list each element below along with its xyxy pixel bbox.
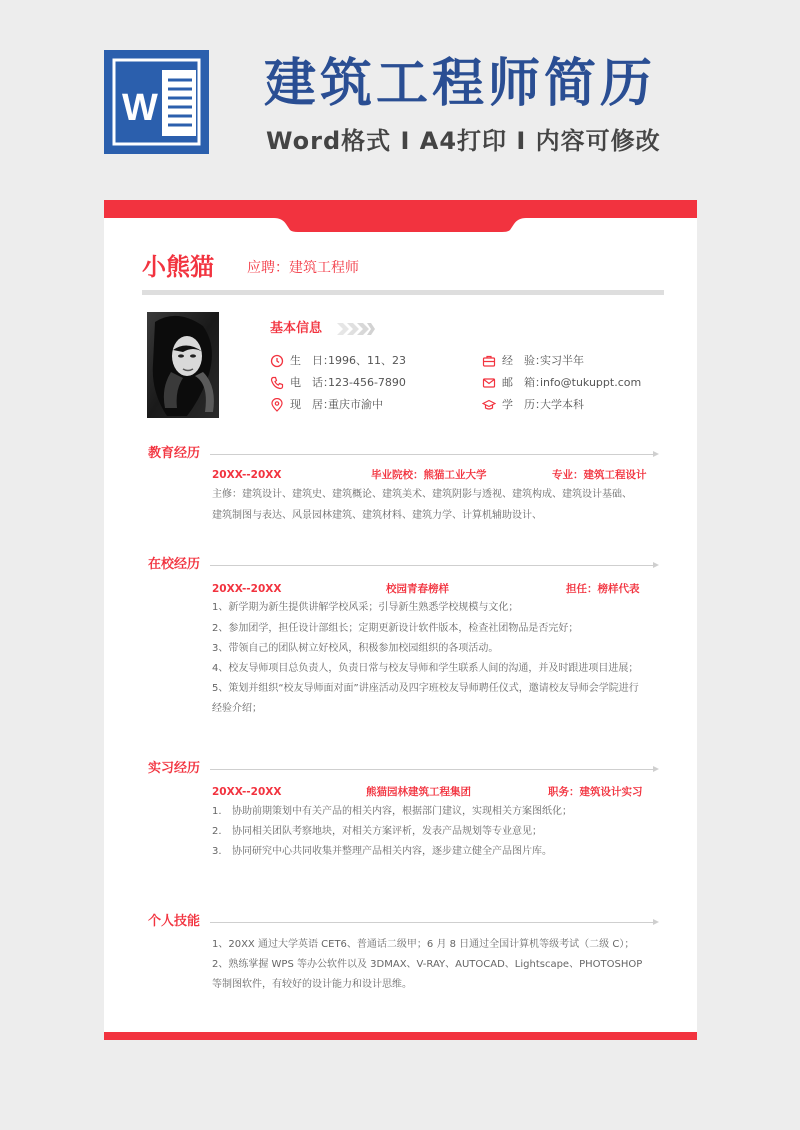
info-value: 实习半年 [540, 354, 584, 367]
internship-text: 协助前期策划中有关产品的相关内容，根据部门建议，实现相关方案图纸化； [232, 806, 572, 817]
list-number: 1. [212, 806, 222, 817]
candidate-name: 小熊猫 [142, 253, 214, 281]
section-divider [210, 454, 654, 455]
campus-period: 20XX--20XX [212, 583, 282, 595]
bottom-accent-bar [104, 1032, 697, 1040]
campus-line: 2、参加团学，担任设计部组长；定期更新设计软件版本，检查社团物品是否完好； [212, 623, 579, 634]
info-label: 邮 箱： [502, 376, 546, 389]
info-value: 重庆市渝中 [328, 398, 383, 411]
info-email [482, 374, 682, 392]
divider-arrow-icon [653, 562, 659, 568]
info-birthday [270, 352, 470, 370]
campus-line: 3、带领自己的团队树立好校风，积极参加校园组织的各项活动。 [212, 643, 499, 654]
info-label: 学 历： [502, 398, 546, 411]
info-label: 电 话： [290, 376, 334, 389]
skills-line: 2、熟练掌握 WPS 等办公软件以及 3DMAX、V-RAY、AUTOCAD、Lightscape、PHOTOSHOP [212, 959, 643, 970]
internship-line [212, 822, 542, 842]
basic-info-title: 基本信息 [270, 321, 323, 336]
word-logo-letter: W [122, 87, 158, 129]
education-title: 教育经历 [148, 446, 201, 461]
info-value: info@tukuppt.com [540, 376, 642, 389]
info-experience [482, 352, 682, 370]
profile-photo [147, 312, 219, 418]
location-icon [270, 398, 284, 412]
skills-line: 等制图软件，有较好的设计能力和设计思维。 [212, 979, 412, 990]
internship-text: 协同研究中心共同收集并整理产品相关内容，逐步建立健全产品图片库。 [232, 846, 552, 857]
section-divider [210, 922, 654, 923]
phone-icon [270, 376, 284, 390]
banner-subtitle: Word格式 I A4打印 I 内容可修改 [266, 127, 661, 155]
info-label: 生 日： [290, 354, 334, 367]
internship-text: 协同相关团队考察地块，对相关方案评析，发表产品规划等专业意见； [232, 826, 542, 837]
mail-icon [482, 376, 496, 390]
list-number: 2. [212, 826, 222, 837]
campus-title: 在校经历 [148, 557, 201, 572]
education-major: 专业：建筑工程设计 [552, 469, 647, 481]
info-degree [482, 396, 682, 414]
info-label: 经 验： [502, 354, 546, 367]
internship-title: 实习经历 [148, 761, 201, 776]
internship-line [212, 802, 572, 822]
header-divider [142, 290, 664, 295]
campus-line: 1、新学期为新生提供讲解学校风采；引导新生熟悉学校规模与文化； [212, 602, 519, 613]
banner-title: 建筑工程师简历 [264, 54, 657, 114]
list-number: 3. [212, 846, 222, 857]
divider-arrow-icon [653, 919, 659, 925]
internship-company: 熊猫园林建筑工程集团 [366, 786, 471, 798]
campus-role: 担任：榜样代表 [566, 583, 640, 595]
calendar-icon [270, 354, 284, 368]
internship-period: 20XX--20XX [212, 786, 282, 798]
campus-org: 校园青春榜样 [386, 583, 449, 595]
chevrons-decoration-icon [336, 322, 376, 336]
skills-line: 1、20XX 通过大学英语 CET6、普通话二级甲；6 月 8 日通过全国计算机等级考试（二级 C）； [212, 939, 635, 950]
divider-arrow-icon [653, 766, 659, 772]
info-value: 大学本科 [540, 398, 584, 411]
info-value: 123-456-7890 [328, 376, 406, 389]
resume-paper [104, 200, 697, 1040]
applied-position: 应聘：建筑工程师 [247, 260, 359, 276]
section-divider [210, 769, 654, 770]
education-line: 建筑制图与表达、风景园林建筑、建筑材料、建筑力学、计算机辅助设计、 [212, 510, 542, 521]
campus-line: 经验介绍； [212, 703, 262, 714]
campus-line: 4、校友导师项目总负责人，负责日常与校友导师和学生联系人间的沟通，并及时跟进项目进展； [212, 663, 639, 674]
info-value: 1996、11、23 [328, 354, 406, 367]
top-accent-bar [104, 200, 697, 232]
education-line: 主修：建筑设计、建筑史、建筑概论、建筑美术、建筑阴影与透视、建筑构成、建筑设计基础、 [212, 489, 632, 500]
internship-line [212, 842, 552, 862]
divider-arrow-icon [653, 451, 659, 457]
graduation-cap-icon [482, 398, 496, 412]
info-label: 现 居： [290, 398, 334, 411]
section-divider [210, 565, 654, 566]
skills-title: 个人技能 [148, 914, 201, 929]
briefcase-icon [482, 354, 496, 368]
info-address [270, 396, 470, 414]
internship-position: 职务：建筑设计实习 [548, 786, 643, 798]
education-school: 毕业院校：熊猫工业大学 [371, 469, 487, 481]
campus-line: 5、策划并组织“校友导师面对面”讲座活动及四字班校友导师聘任仪式，邀请校友导师会学院进行 [212, 683, 639, 694]
info-phone [270, 374, 470, 392]
word-logo-icon [104, 50, 209, 154]
education-period: 20XX--20XX [212, 469, 282, 481]
